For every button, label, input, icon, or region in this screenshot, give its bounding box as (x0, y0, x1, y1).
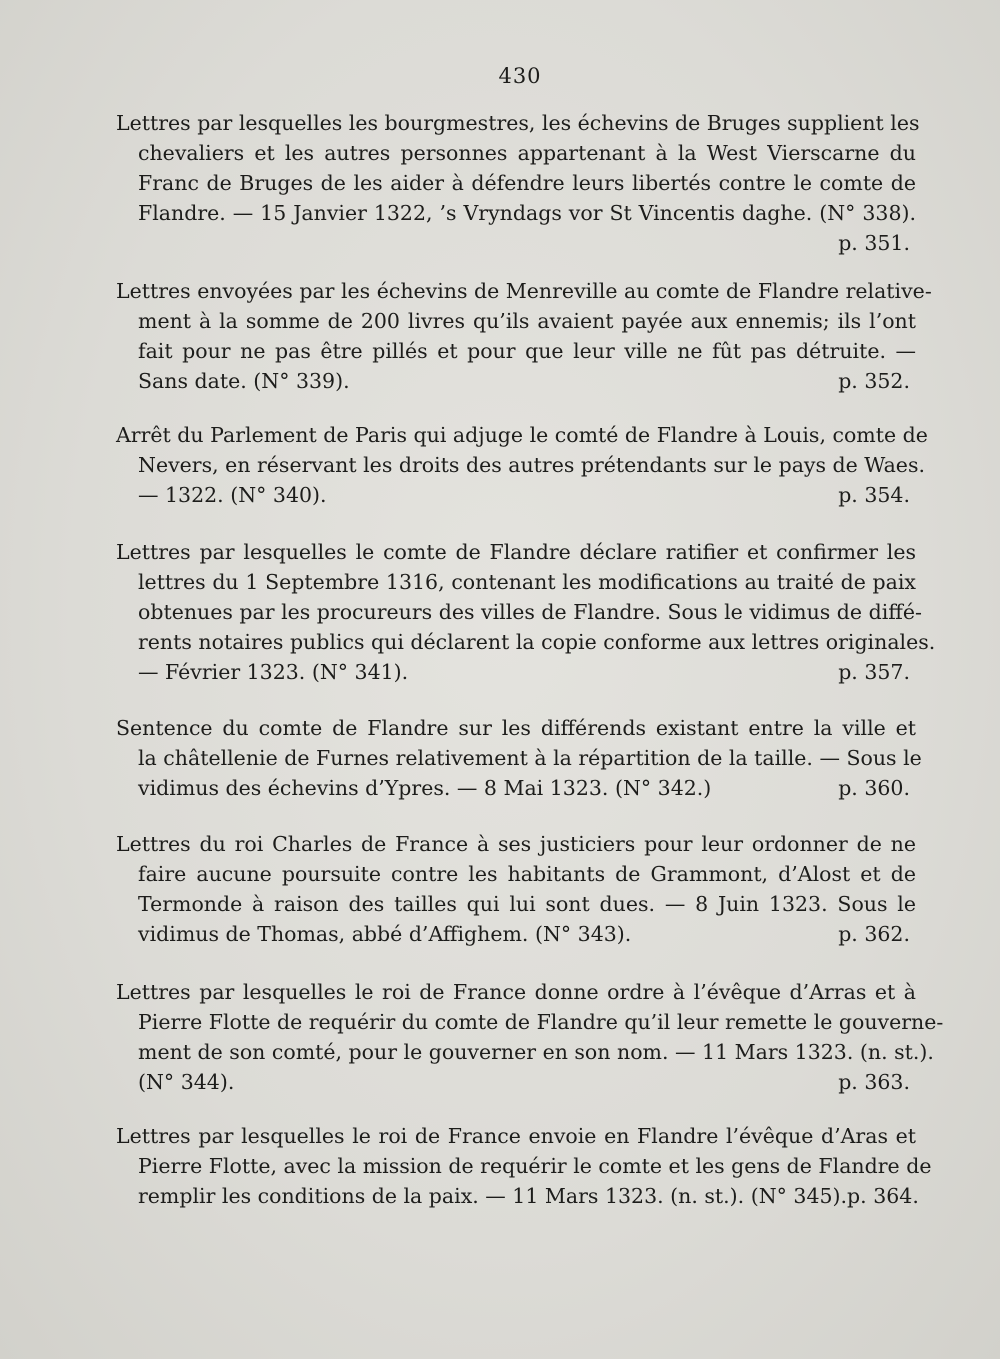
page-reference: p. 354. (838, 483, 910, 507)
entry-last-line (116, 366, 916, 396)
entry-line: vidimus des échevins d’Ypres. — 8 Mai 1323. (N° 342.) (138, 776, 712, 800)
page-reference: p. 360. (838, 776, 910, 800)
entry-last-line (116, 1067, 916, 1097)
calendar-entry-343 (116, 829, 916, 949)
entry-line: (N° 344). (138, 1070, 235, 1094)
page-reference: p. 357. (838, 660, 910, 684)
page-reference: p. 352. (838, 369, 910, 393)
entry-line: Lettres par lesquelles le comte de Flandre déclare ratifier et confirmer les (116, 540, 916, 564)
entry-line: Sentence du comte de Flandre sur les différends existant entre la ville et (116, 716, 916, 740)
page-reference: p. 362. (838, 922, 910, 946)
page-reference: p. 363. (838, 1070, 910, 1094)
entry-line: remplir les conditions de la paix. — 11 Mars 1323. (n. st.). (N° 345). (138, 1184, 848, 1208)
calendar-entry-344 (116, 977, 944, 1097)
calendar-entry-339 (116, 276, 932, 396)
entry-line: faire aucune poursuite contre les habitants de Grammont, d’Alost et de (138, 862, 916, 886)
entry-last-line (116, 919, 916, 949)
entry-line: Arrêt du Parlement de Paris qui adjuge le comté de Flandre à Louis, comte de (116, 423, 928, 447)
entry-line: Termonde à raison des tailles qui lui sont dues. — 8 Juin 1323. Sous le (138, 892, 916, 916)
page-reference: p. 351. (838, 231, 910, 255)
entry-line: Lettres par lesquelles le roi de France envoie en Flandre l’évêque d’Aras et (116, 1124, 916, 1148)
entry-last-line (116, 1181, 919, 1211)
entry-line: Lettres par lesquelles les bourgmestres, les échevins de Bruges supplient les (116, 111, 920, 135)
entry-line: lettres du 1 Septembre 1316, contenant les modifications au traité de paix (138, 570, 916, 594)
calendar-entry-342 (116, 713, 922, 803)
calendar-entry-341 (116, 537, 936, 687)
entry-line: Lettres par lesquelles le roi de France donne ordre à l’évêque d’Arras et à (116, 980, 916, 1004)
entry-last-line (116, 773, 916, 803)
entry-line: — Février 1323. (N° 341). (138, 660, 409, 684)
entry-line: Pierre Flotte de requérir du comte de Flandre qu’il leur remette le gouverne- (138, 1010, 944, 1034)
entry-line: Sans date. (N° 339). (138, 369, 350, 393)
calendar-entry-338 (116, 108, 920, 258)
entry-line: Franc de Bruges de les aider à défendre leurs libertés contre le comte de (138, 171, 916, 195)
calendar-entry-340 (116, 420, 928, 510)
page-reference: p. 364. (847, 1184, 919, 1208)
entry-line: ment de son comté, pour le gouverner en son nom. — 11 Mars 1323. (n. st.). (138, 1040, 934, 1064)
entry-line: ment à la somme de 200 livres qu’ils avaient payée aux ennemis; ils l’ont (138, 309, 916, 333)
entry-line: rents notaires publics qui déclarent la copie conforme aux lettres originales. (138, 630, 936, 654)
entry-line: Nevers, en réservant les droits des autres prétendants sur le pays de Waes. (138, 453, 925, 477)
entry-line: Flandre. — 15 Janvier 1322, ’s Vryndags vor St Vincentis daghe. (N° 338). (138, 201, 916, 225)
entry-line: fait pour ne pas être pillés et pour que leur ville ne fût pas détruite. — (138, 339, 916, 363)
entry-last-line (116, 657, 916, 687)
entry-line: Lettres du roi Charles de France à ses justiciers pour leur ordonner de ne (116, 832, 916, 856)
entry-line: Pierre Flotte, avec la mission de requérir le comte et les gens de Flandre de (138, 1154, 932, 1178)
entry-line: Lettres envoyées par les échevins de Menreville au comte de Flandre relative- (116, 279, 932, 303)
entry-line: la châtellenie de Furnes relativement à la répartition de la taille. — Sous le (138, 746, 922, 770)
entry-line: obtenues par les procureurs des villes de Flandre. Sous le vidimus de diffé- (138, 600, 922, 624)
page-number: 430 (498, 64, 542, 88)
calendar-entry-345 (116, 1121, 932, 1211)
entry-last-line (116, 480, 916, 510)
entry-line: chevaliers et les autres personnes appartenant à la West Vierscarne du (138, 141, 916, 165)
entry-line: — 1322. (N° 340). (138, 483, 327, 507)
entry-line: vidimus de Thomas, abbé d’Affighem. (N° 343). (138, 922, 632, 946)
